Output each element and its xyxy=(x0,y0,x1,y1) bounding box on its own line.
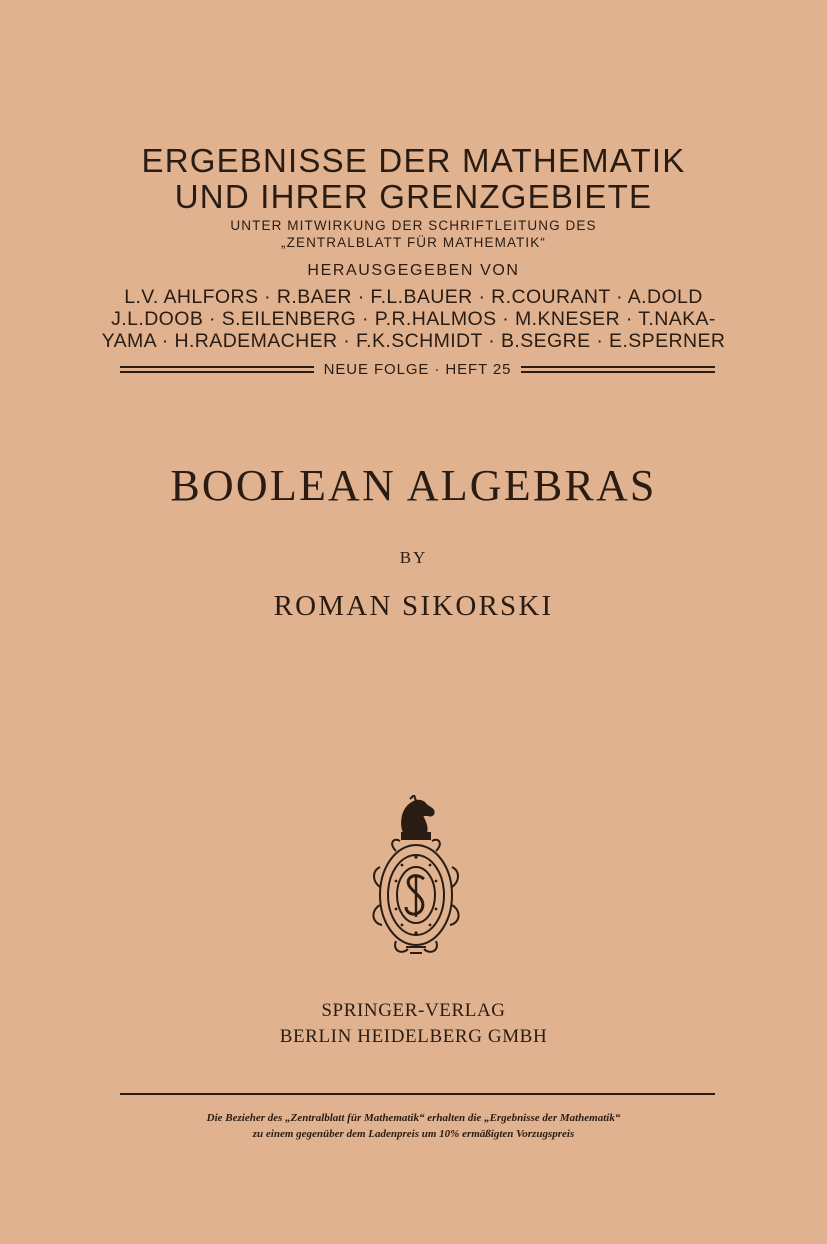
double-rule-right xyxy=(521,366,715,373)
series-subtitle-line-2: „ZENTRALBLATT FÜR MATHEMATIK“ xyxy=(281,235,546,250)
author-name: ROMAN SIKORSKI xyxy=(273,590,554,622)
publisher-name: SPRINGER-VERLAG xyxy=(321,1000,506,1021)
series-volume: NEUE FOLGE · HEFT 25 xyxy=(323,360,512,378)
series-volume-row xyxy=(120,358,715,380)
series-subtitle-line-1: UNTER MITWIRKUNG DER SCHRIFTLEITUNG DES xyxy=(230,218,597,233)
series-title-line-2: UND IHRER GRENZGEBIETE xyxy=(174,178,653,215)
footnote-line-1: Die Bezieher des „Zentralblatt für Mathematik“ erhalten die „Ergebnisse der Mathematik“ xyxy=(206,1112,621,1124)
springer-knight-seal-icon xyxy=(366,795,466,960)
editors-line-2: J.L.DOOB · S.EILENBERG · P.R.HALMOS · M.KNESER · T.NAKA- xyxy=(111,308,716,330)
bottom-rule xyxy=(120,1093,715,1095)
by-label: BY xyxy=(399,548,428,567)
editors-line-3: YAMA · H.RADEMACHER · F.K.SCHMIDT · B.SEGRE · E.SPERNER xyxy=(101,330,726,352)
editors-heading: HERAUSGEGEBEN VON xyxy=(307,262,520,279)
double-rule-left xyxy=(120,366,314,373)
book-title: BOOLEAN ALGEBRAS xyxy=(170,461,657,510)
publisher-location: BERLIN HEIDELBERG GMBH xyxy=(279,1026,548,1047)
editors-line-1: L.V. AHLFORS · R.BAER · F.L.BAUER · R.COURANT · A.DOLD xyxy=(124,286,703,308)
footnote-line-2: zu einem gegenüber dem Ladenpreis um 10% ermäßigten Vorzugspreis xyxy=(252,1128,575,1140)
series-title-line-1: ERGEBNISSE DER MATHEMATIK xyxy=(141,142,686,179)
